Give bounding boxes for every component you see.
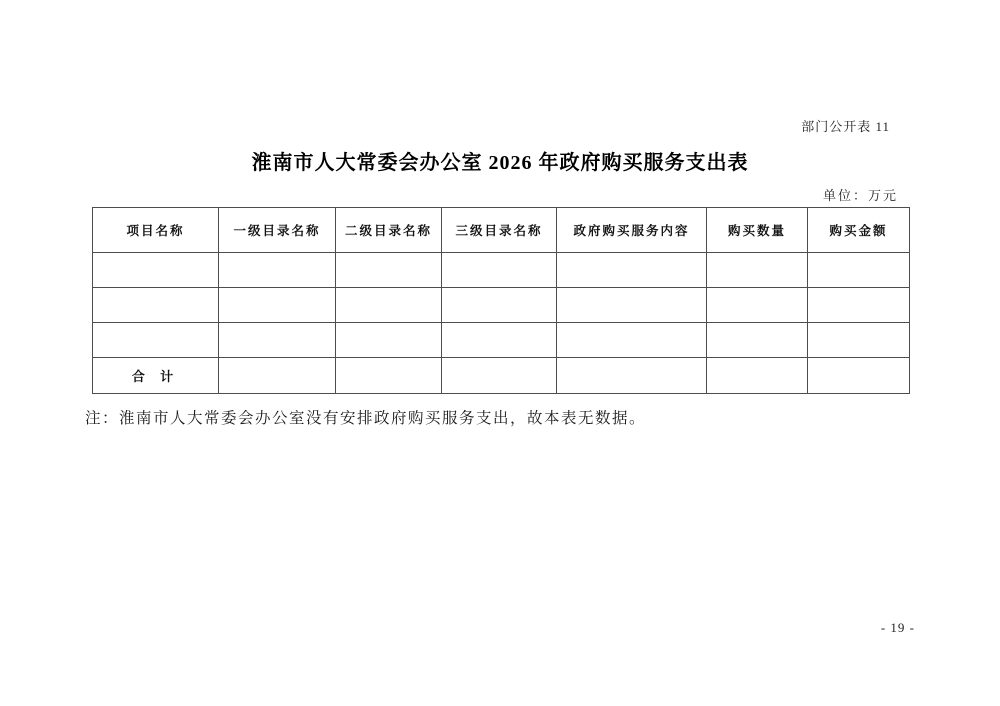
table-cell [442,253,557,288]
table-cell [557,253,707,288]
table-cell [808,288,910,323]
form-number-label: 部门公开表 11 [801,119,890,134]
header-service-content: 政府购买服务内容 [557,208,707,253]
table-cell [93,288,219,323]
table-cell [808,323,910,358]
total-label-cell: 合 计 [93,358,219,394]
table-cell [219,323,336,358]
table-cell [219,253,336,288]
table-cell [707,253,808,288]
page-number: - 19 - [880,620,915,635]
table-row [93,253,910,288]
header-purchase-amount: 购买金额 [808,208,910,253]
table-cell [808,253,910,288]
table-cell [336,288,442,323]
page-title: 淮南市人大常委会办公室 2026 年政府购买服务支出表 [251,152,749,174]
table-cell [557,358,707,394]
table-total-row [93,358,910,394]
table-cell [707,288,808,323]
table-cell [442,358,557,394]
table-cell [707,323,808,358]
table-cell [442,323,557,358]
unit-label: 单位：万元 [822,188,898,203]
table-cell [336,253,442,288]
header-level1-catalog: 一级目录名称 [219,208,336,253]
table-cell [336,323,442,358]
table-row [93,323,910,358]
header-level3-catalog: 三级目录名称 [442,208,557,253]
table-cell [336,358,442,394]
table-header-row [93,208,910,253]
table-cell [442,288,557,323]
table-cell [93,323,219,358]
purchase-service-table [92,207,910,394]
table-cell [808,358,910,394]
header-purchase-quantity: 购买数量 [707,208,808,253]
footnote: 注：淮南市人大常委会办公室没有安排政府购买服务支出，故本表无数据。 [85,410,647,427]
table-cell [557,323,707,358]
table-cell [707,358,808,394]
table-cell [557,288,707,323]
header-level2-catalog: 二级目录名称 [336,208,442,253]
table-cell [219,288,336,323]
header-project-name: 项目名称 [93,208,219,253]
table-cell [219,358,336,394]
table-row [93,288,910,323]
table-cell [93,253,219,288]
